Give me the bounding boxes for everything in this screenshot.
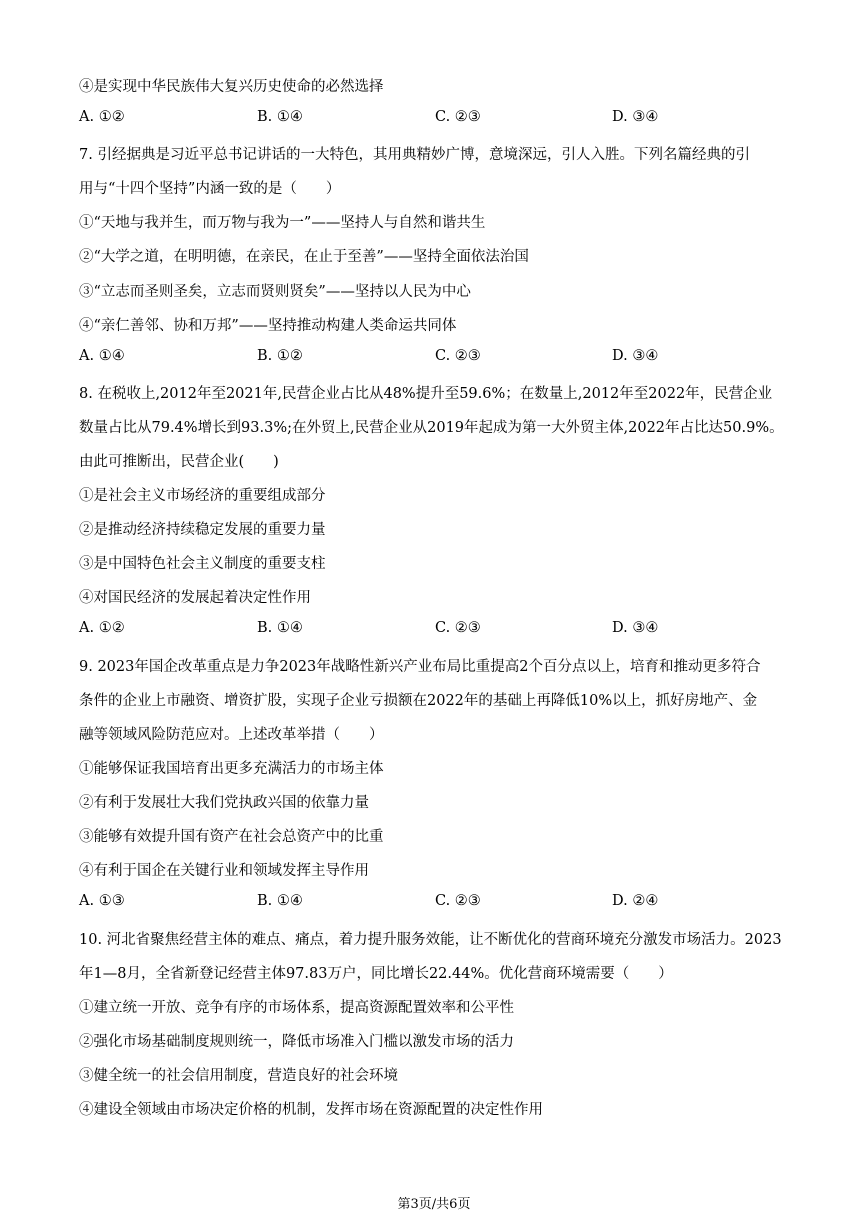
option-a[interactable]: A. ①② [79, 620, 125, 636]
option-c[interactable]: C. ②③ [435, 893, 481, 909]
q10-stem-line-2: 年1—8月，全省新登记经营主体97.83万户，同比增长22.44%。优化营商环境需要（ ） [79, 966, 673, 982]
option-c[interactable]: C. ②③ [435, 348, 481, 364]
q6-options [79, 109, 799, 129]
option-c[interactable]: C. ②③ [435, 109, 481, 125]
option-a[interactable]: A. ①③ [79, 893, 125, 909]
q7-options [79, 348, 799, 368]
q8-stem-line-2: 数量占比从79.4%增长到93.3%;在外贸上,民营企业从2019年起成为第一大外贸主体,2022年占比达50.9%。 [79, 420, 784, 436]
q9-statement-1: ①能够保证我国培育出更多充满活力的市场主体 [79, 761, 384, 777]
q7-statement-3: ③“立志而圣则圣矣，立志而贤则贤矣”——坚持以人民为中心 [79, 284, 471, 300]
option-b[interactable]: B. ①④ [257, 620, 303, 636]
q10-statement-2: ②强化市场基础制度规则统一，降低市场准入门槛以激发市场的活力 [79, 1034, 514, 1050]
option-a[interactable]: A. ①④ [79, 348, 125, 364]
q9-stem-line-1: 9. 2023年国企改革重点是力争2023年战略性新兴产业布局比重提高2个百分点以上，培育和推动更多符合 [79, 659, 761, 675]
q9-stem-line-2: 条件的企业上市融资、增资扩股，实现子企业亏损额在2022年的基础上再降低10%以上，抓好房地产、金 [79, 693, 758, 709]
q8-statement-2: ②是推动经济持续稳定发展的重要力量 [79, 522, 326, 538]
option-b[interactable]: B. ①② [257, 348, 303, 364]
page-number: 第3页/共6页 [397, 1197, 471, 1212]
q7-stem-line-2: 用与“十四个坚持”内涵一致的是（ ） [79, 181, 341, 197]
q9-statement-2: ②有利于发展壮大我们党执政兴国的依靠力量 [79, 795, 369, 811]
q7-statement-2: ②“大学之道，在明明德，在亲民，在止于至善”——坚持全面依法治国 [79, 249, 529, 265]
option-c[interactable]: C. ②③ [435, 620, 481, 636]
q9-options [79, 893, 799, 913]
option-b[interactable]: B. ①④ [257, 893, 303, 909]
q10-statement-3: ③健全统一的社会信用制度，营造良好的社会环境 [79, 1068, 398, 1084]
option-d[interactable]: D. ③④ [612, 348, 659, 364]
q10-statement-4: ④建设全领域由市场决定价格的机制，发挥市场在资源配置的决定性作用 [79, 1102, 543, 1118]
q10-stem-line-1: 10. 河北省聚焦经营主体的难点、痛点，着力提升服务效能，让不断优化的营商环境充分激发市场活力。2023 [79, 932, 782, 948]
q9-statement-3: ③能够有效提升国有资产在社会总资产中的比重 [79, 829, 384, 845]
q7-statement-4: ④“亲仁善邻、协和万邦”——坚持推动构建人类命运共同体 [79, 318, 457, 334]
q8-stem-line-1: 8. 在税收上,2012年至2021年,民营企业占比从48%提升至59.6%；在数量上,2012年至2022年，民营企业 [79, 386, 773, 402]
q9-statement-4: ④有利于国企在关键行业和领域发挥主导作用 [79, 863, 369, 879]
q7-stem-line-1: 7. 引经据典是习近平总书记讲话的一大特色，其用典精妙广博，意境深远，引人入胜。下列名篇经典的引 [79, 147, 750, 163]
q10-statement-1: ①建立统一开放、竞争有序的市场体系，提高资源配置效率和公平性 [79, 1000, 514, 1016]
q8-statement-1: ①是社会主义市场经济的重要组成部分 [79, 488, 326, 504]
q7-statement-1: ①“天地与我并生，而万物与我为一”——坚持人与自然和谐共生 [79, 215, 486, 231]
q8-statement-3: ③是中国特色社会主义制度的重要支柱 [79, 556, 326, 572]
option-d[interactable]: D. ②④ [612, 893, 659, 909]
q6-statement-4: ④是实现中华民族伟大复兴历史使命的必然选择 [79, 79, 384, 95]
option-a[interactable]: A. ①② [79, 109, 125, 125]
option-d[interactable]: D. ③④ [612, 109, 659, 125]
option-d[interactable]: D. ③④ [612, 620, 659, 636]
q8-statement-4: ④对国民经济的发展起着决定性作用 [79, 590, 311, 606]
option-b[interactable]: B. ①④ [257, 109, 303, 125]
q9-stem-line-3: 融等领域风险防范应对。上述改革举措（ ） [79, 727, 384, 743]
q8-stem-line-3: 由此可推断出，民营企业( ) [79, 454, 279, 470]
q8-options [79, 620, 799, 640]
